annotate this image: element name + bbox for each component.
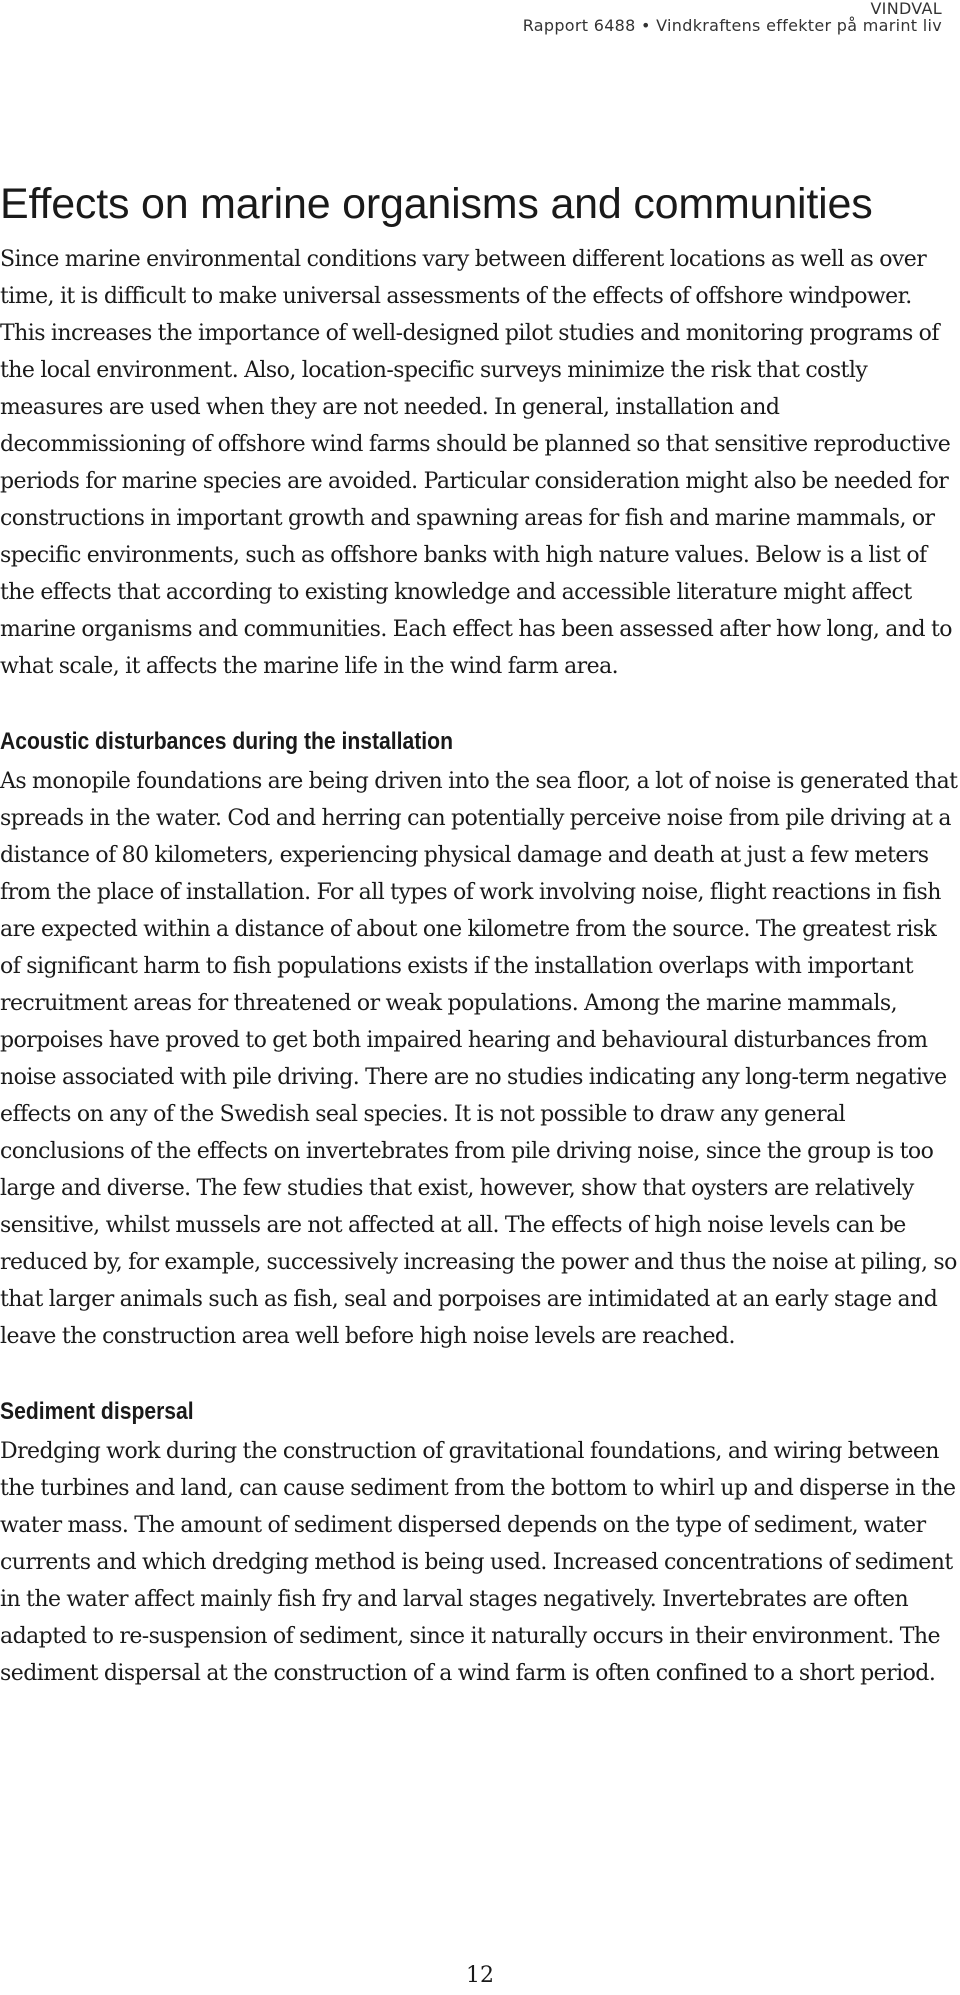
- section-spacer: [0, 1355, 958, 1395]
- page-number: 12: [466, 1963, 494, 1988]
- series-name: VINDVAL: [870, 0, 942, 18]
- page-content: [0, 178, 958, 1692]
- page-title: Effects on marine organisms and communities: [0, 180, 873, 228]
- section-body-sediment: Dredging work during the construction of gravitational foundations, and wiring between the turbines and land, can cause sediment from the bottom to whirl up and disperse in the water mass. The amount of sediment dispersed depends on the type of sediment, water currents and which dredging method is being used. Increased concentrations of sediment in the water affect mainly fish fry and larval stages negatively. Invertebrates are often adapted to re-suspension of sediment, since it naturally occurs in their environment. The sediment dispersal at the construction of a wind farm is often confined to a short period.: [0, 1439, 956, 1686]
- running-header: [0, 0, 942, 34]
- section-heading-sediment: Sediment dispersal: [0, 1398, 194, 1425]
- report-title: Rapport 6488 • Vindkraftens effekter på marint liv: [522, 16, 942, 35]
- section-heading-acoustic: Acoustic disturbances during the installation: [0, 728, 453, 755]
- section-spacer: [0, 685, 958, 725]
- section-body-acoustic: As monopile foundations are being driven into the sea floor, a lot of noise is generated that spreads in the water. Cod and herring can potentially perceive noise from pile driving at a distance of 80 kilometers, experiencing physical damage and death at just a few meters from the place of installation. For all types of work involving noise, flight reactions in fish are expected within a distance of about one kilometre from the source. The greatest risk of significant harm to fish populations exists if the installation overlaps with important recruitment areas for threatened or weak populations. Among the marine mammals, porpoises have proved to get both impaired hearing and behavioural disturbances from noise associated with pile driving. There are no studies indicating any long-term negative effects on any of the Swedish seal species. It is not possible to draw any general conclusions of the effects on invertebrates from pile driving noise, since the group is too large and diverse. The few studies that exist, however, show that oysters are relatively sensitive, whilst mussels are not affected at all. The effects of high noise levels can be reduced by, for example, successively increasing the power and thus the noise at piling, so that larger animals such as fish, seal and porpoises are intimidated at an early stage and leave the construction area well before high noise levels are reached.: [0, 769, 958, 1349]
- intro-paragraph: Since marine environmental conditions vary between different locations as well as over time, it is difficult to make universal assessments of the effects of offshore windpower. This increases the importance of well-designed pilot studies and monitoring programs of the local environment. Also, location-specific surveys minimize the risk that costly measures are used when they are not needed. In general, installation and decommissioning of offshore wind farms should be planned so that sensitive reproductive periods for marine species are avoided. Particular consideration might also be needed for constructions in important growth and spawning areas for fish and marine mammals, or specific environments, such as offshore banks with high nature values. Below is a list of the effects that according to existing knowledge and accessible literature might affect marine organisms and communities. Each effect has been assessed after how long, and to what scale, it affects the marine life in the wind farm area.: [0, 247, 952, 679]
